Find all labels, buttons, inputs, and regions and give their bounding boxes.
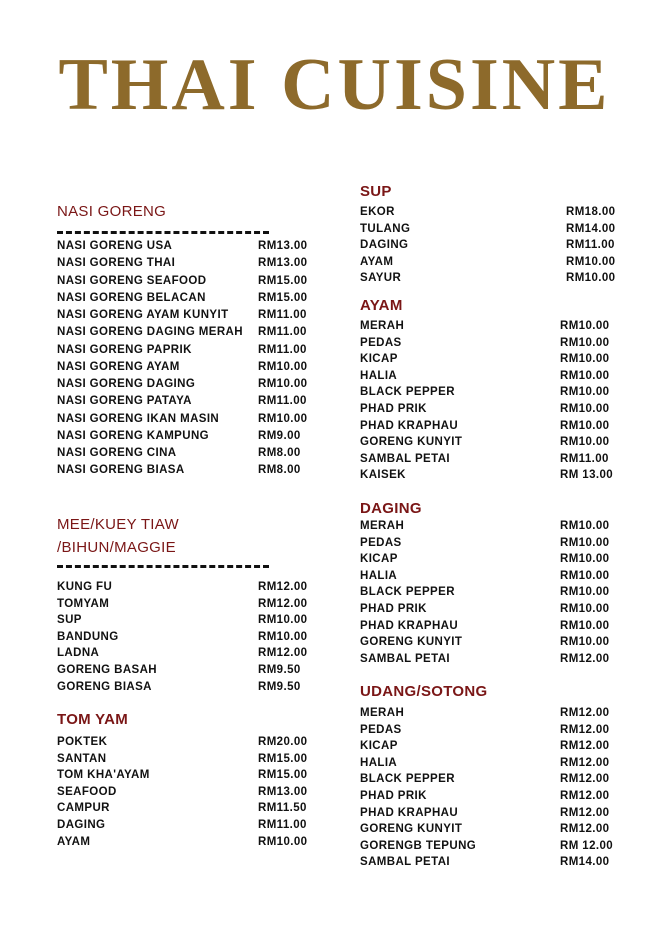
menu-item-name: LADNA — [57, 647, 100, 659]
menu-item-name: NASI GORENG AYAM — [57, 361, 180, 373]
menu-item-name: DAGING — [360, 239, 409, 251]
menu-item-price: RM 13.00 — [560, 469, 614, 481]
menu-item-name: KICAP — [360, 553, 398, 565]
section-title-daging: DAGING — [360, 500, 422, 517]
menu-item-price: RM10.00 — [560, 520, 610, 532]
menu-item-name: BANDUNG — [57, 631, 119, 643]
menu-item-name: NASI GORENG USA — [57, 240, 173, 252]
menu-item-name: PHAD PRIK — [360, 603, 427, 615]
menu-item-price: RM11.00 — [258, 344, 307, 356]
menu-item-name: NASI GORENG SEAFOOD — [57, 275, 207, 287]
section-title-sup: SUP — [360, 183, 392, 200]
menu-item-price: RM12.00 — [560, 790, 610, 802]
menu-item-price: RM10.00 — [560, 537, 610, 549]
divider — [57, 231, 269, 234]
menu-item-price: RM14.00 — [566, 223, 616, 235]
menu-item-price: RM15.00 — [258, 292, 308, 304]
menu-item-price: RM10.00 — [560, 636, 610, 648]
menu-item-price: RM12.00 — [560, 757, 610, 769]
menu-item-price: RM11.00 — [258, 819, 307, 831]
menu-item-name: NASI GORENG IKAN MASIN — [57, 413, 220, 425]
menu-item-name: PHAD PRIK — [360, 790, 427, 802]
menu-item-price: RM12.00 — [560, 707, 610, 719]
menu-item-name: SAMBAL PETAI — [360, 453, 450, 465]
menu-item-price: RM10.00 — [258, 361, 308, 373]
menu-item-name: MERAH — [360, 707, 405, 719]
section-title-udang-sotong: UDANG/SOTONG — [360, 683, 488, 700]
menu-item-price: RM9.00 — [258, 430, 301, 442]
menu-item-price: RM12.00 — [560, 807, 610, 819]
menu-item-name: MERAH — [360, 320, 405, 332]
menu-item-name: SAYUR — [360, 272, 402, 284]
menu-item-price: RM12.00 — [560, 823, 610, 835]
section-title-nasi-goreng: NASI GORENG — [57, 203, 167, 220]
menu-item-price: RM12.00 — [560, 773, 610, 785]
menu-item-name: NASI GORENG DAGING — [57, 378, 196, 390]
menu-item-name: BLACK PEPPER — [360, 586, 455, 598]
menu-item-price: RM13.00 — [258, 257, 308, 269]
menu-item-name: CAMPUR — [57, 802, 110, 814]
menu-item-price: RM12.00 — [560, 740, 610, 752]
page-title: THAI CUISINE — [58, 44, 611, 126]
menu-item-name: NASI GORENG AYAM KUNYIT — [57, 309, 229, 321]
menu-item-name: AYAM — [57, 836, 91, 848]
menu-item-price: RM10.00 — [560, 370, 610, 382]
menu-item-name: KICAP — [360, 353, 398, 365]
menu-item-price: RM13.00 — [258, 240, 308, 252]
menu-item-name: EKOR — [360, 206, 395, 218]
menu-item-name: PHAD PRIK — [360, 403, 427, 415]
menu-item-price: RM11.00 — [258, 395, 307, 407]
menu-item-price: RM14.00 — [560, 856, 610, 868]
menu-item-name: NASI GORENG DAGING MERAH — [57, 326, 243, 338]
menu-item-price: RM10.00 — [560, 586, 610, 598]
menu-item-name: HALIA — [360, 570, 398, 582]
menu-item-price: RM10.00 — [258, 631, 308, 643]
menu-item-price: RM10.00 — [258, 614, 308, 626]
menu-item-price: RM12.00 — [258, 598, 308, 610]
menu-item-name: KICAP — [360, 740, 398, 752]
menu-item-price: RM15.00 — [258, 753, 308, 765]
menu-item-name: HALIA — [360, 757, 398, 769]
section-title-tom-yam: TOM YAM — [57, 711, 129, 728]
menu-item-name: PEDAS — [360, 337, 402, 349]
menu-item-name: NASI GORENG PATAYA — [57, 395, 192, 407]
section-title-ayam: AYAM — [360, 297, 403, 314]
menu-item-price: RM10.00 — [566, 256, 616, 268]
menu-item-name: PHAD KRAPHAU — [360, 807, 459, 819]
menu-item-name: PHAD KRAPHAU — [360, 420, 459, 432]
menu-item-price: RM12.00 — [560, 724, 610, 736]
menu-item-name: GORENG BASAH — [57, 664, 158, 676]
menu-item-price: RM15.00 — [258, 769, 308, 781]
menu-item-name: NASI GORENG KAMPUNG — [57, 430, 209, 442]
menu-item-name: SEAFOOD — [57, 786, 117, 798]
menu-item-price: RM10.00 — [258, 413, 308, 425]
menu-item-name: SAMBAL PETAI — [360, 653, 450, 665]
section-title-mee-line2: /BIHUN/MAGGIE — [57, 539, 176, 556]
menu-item-name: SAMBAL PETAI — [360, 856, 450, 868]
menu-item-price: RM10.00 — [258, 836, 308, 848]
menu-item-price: RM10.00 — [560, 386, 610, 398]
menu-item-name: DAGING — [57, 819, 106, 831]
menu-item-price: RM10.00 — [560, 603, 610, 615]
menu-item-price: RM10.00 — [566, 272, 616, 284]
menu-item-name: POKTEK — [57, 736, 108, 748]
menu-item-name: TOM KHA'AYAM — [57, 769, 150, 781]
menu-item-price: RM12.00 — [560, 653, 610, 665]
menu-item-name: PHAD KRAPHAU — [360, 620, 459, 632]
menu-item-name: NASI GORENG BIASA — [57, 464, 185, 476]
menu-item-name: KUNG FU — [57, 581, 113, 593]
menu-item-price: RM11.00 — [560, 453, 609, 465]
menu-item-name: GORENG KUNYIT — [360, 436, 463, 448]
menu-item-price: RM10.00 — [560, 570, 610, 582]
menu-item-price: RM10.00 — [560, 353, 610, 365]
menu-item-price: RM9.50 — [258, 681, 301, 693]
menu-item-price: RM8.00 — [258, 447, 301, 459]
menu-item-name: GORENG KUNYIT — [360, 636, 463, 648]
menu-item-name: HALIA — [360, 370, 398, 382]
divider — [57, 565, 269, 568]
menu-item-name: NASI GORENG PAPRIK — [57, 344, 192, 356]
menu-item-price: RM8.00 — [258, 464, 301, 476]
menu-item-name: BLACK PEPPER — [360, 773, 455, 785]
menu-item-price: RM9.50 — [258, 664, 301, 676]
menu-item-name: GORENG BIASA — [57, 681, 152, 693]
menu-item-name: KAISEK — [360, 469, 406, 481]
menu-item-price: RM10.00 — [560, 420, 610, 432]
menu-item-price: RM10.00 — [258, 378, 308, 390]
menu-item-name: NASI GORENG CINA — [57, 447, 177, 459]
menu-item-price: RM12.00 — [258, 647, 308, 659]
menu-item-price: RM10.00 — [560, 553, 610, 565]
menu-item-price: RM11.00 — [566, 239, 615, 251]
menu-item-price: RM10.00 — [560, 436, 610, 448]
menu-item-name: NASI GORENG THAI — [57, 257, 176, 269]
menu-item-name: GORENG KUNYIT — [360, 823, 463, 835]
section-title-mee-line1: MEE/KUEY TIAW — [57, 516, 179, 533]
menu-item-name: BLACK PEPPER — [360, 386, 455, 398]
menu-item-name: MERAH — [360, 520, 405, 532]
menu-item-name: SUP — [57, 614, 82, 626]
menu-item-price: RM10.00 — [560, 620, 610, 632]
menu-item-price: RM13.00 — [258, 786, 308, 798]
menu-item-price: RM15.00 — [258, 275, 308, 287]
menu-item-name: PEDAS — [360, 537, 402, 549]
menu-item-name: TOMYAM — [57, 598, 110, 610]
menu-item-price: RM12.00 — [258, 581, 308, 593]
menu-item-price: RM11.50 — [258, 802, 307, 814]
menu-item-name: GORENGB TEPUNG — [360, 840, 477, 852]
menu-item-name: PEDAS — [360, 724, 402, 736]
menu-item-price: RM11.00 — [258, 326, 307, 338]
menu-item-price: RM10.00 — [560, 403, 610, 415]
menu-item-name: SANTAN — [57, 753, 107, 765]
menu-item-price: RM11.00 — [258, 309, 307, 321]
menu-item-name: NASI GORENG BELACAN — [57, 292, 206, 304]
menu-item-price: RM10.00 — [560, 337, 610, 349]
menu-item-name: AYAM — [360, 256, 394, 268]
menu-item-price: RM18.00 — [566, 206, 616, 218]
menu-item-price: RM10.00 — [560, 320, 610, 332]
menu-item-name: TULANG — [360, 223, 411, 235]
menu-item-price: RM 12.00 — [560, 840, 614, 852]
menu-item-price: RM20.00 — [258, 736, 308, 748]
